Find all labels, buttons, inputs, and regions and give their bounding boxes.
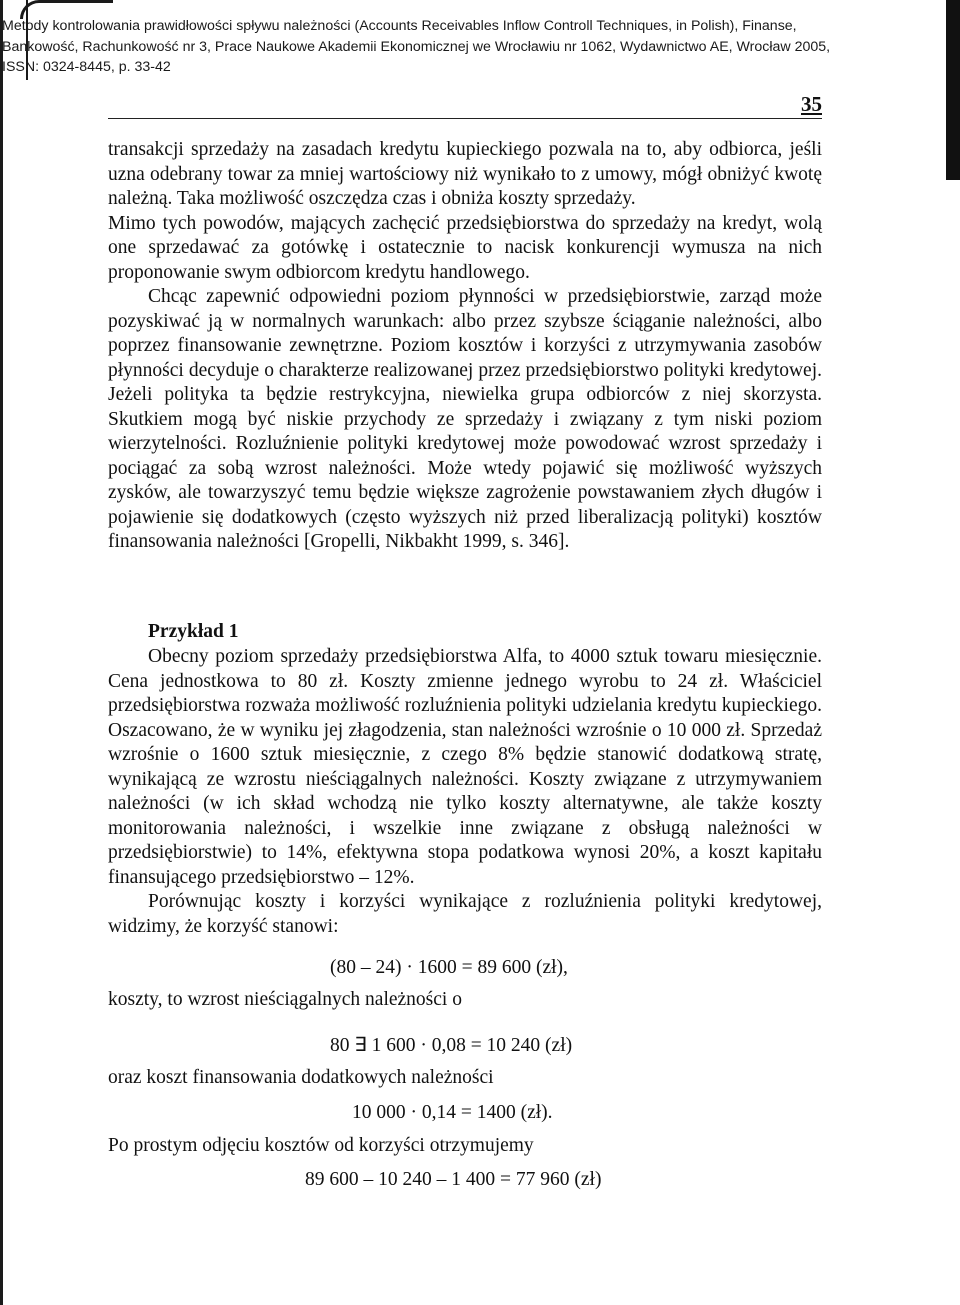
- page-number: 35: [801, 92, 822, 116]
- example-heading: Przykład 1: [148, 621, 239, 642]
- header-rule: [108, 118, 822, 119]
- citation-line-2: Bankowość, Rachunkowość nr 3, Prace Naukowe Akademii Ekonomicznej we Wrocławiu nr 1062, Wydawnictwo AE, Wrocław 2005,: [2, 38, 831, 55]
- paragraph: Porównując koszty i korzyści wynikające z rozluźnienia polityki kredytowej, widzimy, że korzyść stanowi:: [108, 891, 822, 937]
- text-line: oraz koszt finansowania dodatkowych należności: [108, 1067, 494, 1088]
- equation-result: 89 600 – 10 240 – 1 400 = 77 960 (zł): [305, 1169, 602, 1190]
- paragraph: Chcąc zapewnić odpowiedni poziom płynności w przedsiębiorstwie, zarząd może pozyskiwać ją w normalnych warunkach: albo przez szybsze ściąganie należności, albo poprzez finansowanie zewnętrzne. Poziom kosztów i korzyści z utrzymywania zasobów płynności decyduje o charakterze realizowanej przez przedsiębiorstwo polityki kredytowej. Jeżeli polityka ta będzie restrykcyjna, niewielka grupa odbiorców z niej skorzysta. Skutkiem mogą być niskie przychody ze sprzedaży i związany z tym niski poziom wierzytelności. Rozluźnienie polityki kredytowej może powodować wzrost sprzedaży i pociągać za sobą wzrost należności. Może wtedy pojawić się możliwość wyższych zysków, ale towarzyszyć temu będzie większe zagrożenie powstawaniem złych długów i pojawienie się dodatkowych (często wyższych niż przed liberalizacją polityki) kosztów finansowania należności [Gropelli, Nikbakht 1999, s. 346].: [108, 286, 822, 552]
- text-line: Po prostym odjęciu kosztów od korzyści otrzymujemy: [108, 1135, 534, 1156]
- equation-bad-debts: 80 ∃ 1 600 · 0,08 = 10 240 (zł): [330, 1035, 573, 1056]
- equation-financing-cost: 10 000 · 0,14 = 1400 (zł).: [352, 1102, 553, 1123]
- equation-benefit: (80 – 24) · 1600 = 89 600 (zł),: [330, 957, 568, 978]
- example-text: [108, 645, 822, 939]
- body-text: [108, 138, 822, 555]
- citation-line-1: Metody kontrolowania prawidłowości spływu należności (Accounts Receivables Inflow Controll Techniques, in Polish), Finanse,: [2, 18, 797, 34]
- paragraph: Mimo tych powodów, mających zachęcić przedsiębiorstwa do sprzedaży na kredyt, wolą one sprzedawać za gotówkę i ostatecznie to nacisk konkurencji wymusza na nich proponowanie swym odbiorcom kredytu handlowego.: [108, 212, 822, 283]
- paragraph: Obecny poziom sprzedaży przedsiębiorstwa Alfa, to 4000 sztuk towaru miesięcznie. Cena jednostkowa to 80 zł. Koszty zmienne jednego wyrobu to 24 zł. Właściciel przedsiębiorstwa rozważa możliwość rozluźnienia polityki udzielania kredytu kupieckiego. Oszacowano, że w wyniku jej złagodzenia, stan należności wzrośnie o 10 000 zł. Sprzedaż wzrośnie o 1600 sztuk miesięcznie, z czego 8% będzie stanowić dodatkową stratę, wynikającą ze wzrostu nieściągalnych należności. Koszty związane z utrzymywaniem należności (w ich skład wchodzą nie tylko koszty alternatywne, ale także koszty monitorowania należności, i wszelkie inne związane z obsługą należności w przedsiębiorstwie) to 14%, efektywna stopa podatkowa wynosi 20%, a koszt kapitału finansującego przedsiębiorstwo – 12%.: [108, 646, 822, 888]
- paragraph: transakcji sprzedaży na zasadach kredytu kupieckiego pozwala na to, aby odbiorca, jeśli uzna odebrany towar za mniej wartościowy niż wynikało to z umowy, mógł obniżyć kwotę należną. Taka możliwość oszczędza czas i obniża koszty sprzedaży.: [108, 139, 822, 209]
- text-line: koszty, to wzrost nieściągalnych należności o: [108, 989, 462, 1010]
- citation-line-3: ISSN: 0324-8445, p. 33-42: [2, 59, 171, 75]
- scan-edge-left: [0, 0, 3, 1305]
- citation-header: [0, 16, 950, 78]
